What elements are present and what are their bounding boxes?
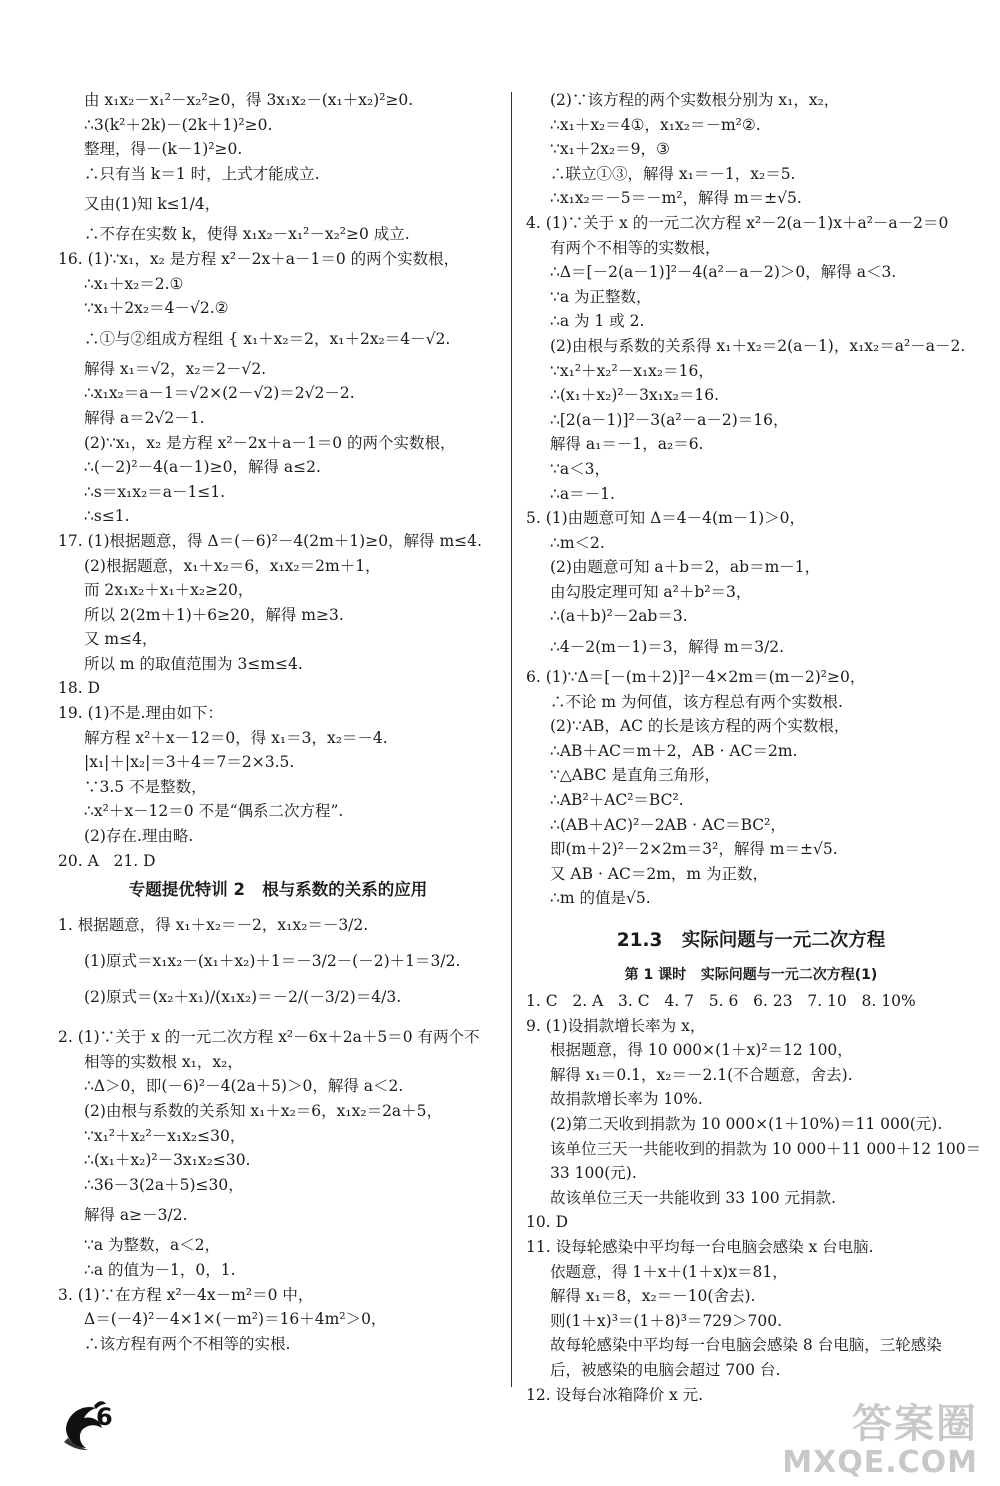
text-line: ∴[2(a－1)]²－3(a²－a－2)＝16， bbox=[550, 410, 789, 429]
text-line: 6. (1)∵Δ＝[－(m＋2)]²－4×2m＝(m－2)²≥0， bbox=[526, 668, 866, 687]
section-heading: 专题提优特训 2 根与系数的关系的应用 bbox=[128, 880, 428, 900]
text-line: 解得 a＝2√2－1. bbox=[84, 408, 205, 427]
text-line: |x₁|＋|x₂|＝3＋4＝7＝2×3.5. bbox=[84, 753, 295, 772]
text-line: 20. A 21. D bbox=[58, 851, 156, 870]
text-line: ∴(AB＋AC)²－2AB · AC＝BC²， bbox=[550, 815, 786, 834]
text-line: ∵a＜3， bbox=[550, 459, 610, 478]
text-line: 相等的实数根 x₁，x₂， bbox=[84, 1052, 243, 1071]
text-line: ∴只有当 k＝1 时，上式才能成立. bbox=[84, 164, 320, 183]
text-line: ∵x₁²＋x₂²－x₁x₂≤30， bbox=[84, 1126, 246, 1145]
text-line: 故每轮感染中平均每一台电脑会感染 8 台电脑，三轮感染 bbox=[550, 1336, 942, 1355]
text-line: (2)由根与系数的关系得 x₁＋x₂＝2(a－1)，x₁x₂＝a²－a－2. bbox=[550, 336, 966, 355]
text-line: ∴x₁x₂＝－5＝－m²，解得 m＝±√5. bbox=[550, 189, 802, 208]
column-divider bbox=[511, 92, 512, 1387]
text-line: ∵x₁²＋x₂²－x₁x₂＝16， bbox=[550, 361, 714, 380]
text-line: ∴x²＋x－12＝0 不是“偶系二次方程”. bbox=[84, 802, 344, 821]
text-line: ∵a 为正整数， bbox=[550, 287, 652, 306]
text-line: 18. D bbox=[58, 679, 101, 698]
text-line: 12. 设每台冰箱降价 x 元. bbox=[526, 1385, 704, 1404]
text-line: 根据题意，得 10 000×(1＋x)²＝12 100， bbox=[550, 1041, 853, 1060]
text-line: ∴AB²＋AC²＝BC². bbox=[550, 791, 684, 810]
text-line: 解得 x₁＝√2，x₂＝2－√2. bbox=[84, 359, 267, 378]
text-line: 3. (1)∵在方程 x²－4x－m²＝0 中， bbox=[58, 1285, 314, 1304]
text-line: 依题意，得 1＋x＋(1＋x)x＝81， bbox=[550, 1262, 788, 1281]
text-line: 解得 x₁＝8，x₂＝－10(舍去). bbox=[550, 1287, 756, 1306]
text-line: (2)∵AB，AC 的长是该方程的两个实数根， bbox=[550, 717, 850, 736]
text-line: ∴m 的值是√5. bbox=[550, 889, 651, 908]
text-line: ∴36－3(2a＋5)≤30， bbox=[84, 1175, 244, 1194]
text-line: 有两个不相等的实数根， bbox=[550, 238, 721, 257]
text-line: ∴s＝x₁x₂＝a－1≤1. bbox=[84, 482, 226, 501]
text-line: ∴(－2)²－4(a－1)≥0，解得 a≤2. bbox=[84, 458, 321, 477]
text-line: 该单位三天一共能收到的捐款为 10 000＋11 000＋12 100＝ bbox=[550, 1139, 982, 1158]
text-line: 10. D bbox=[526, 1213, 569, 1232]
text-line: (2)根据题意，x₁＋x₂＝6，x₁x₂＝2m＋1， bbox=[84, 556, 381, 575]
right-column bbox=[526, 88, 982, 1407]
text-line: (2)由根与系数的关系知 x₁＋x₂＝6，x₁x₂＝2a＋5， bbox=[84, 1102, 443, 1120]
text-line: ∴a 的值为－1，0，1. bbox=[84, 1260, 236, 1279]
text-line: ∴x₁＋x₂＝2.① bbox=[84, 274, 184, 293]
text-line: 解得 x₁＝0.1，x₂＝－2.1(不合题意，舍去). bbox=[550, 1065, 853, 1084]
text-line: ∴(x₁＋x₂)²－3x₁x₂＝16. bbox=[550, 386, 720, 405]
text-line: ∵a 为整数，a＜2， bbox=[84, 1236, 221, 1255]
text-line: ∵x₁＋2x₂＝9，③ bbox=[550, 140, 670, 159]
text-line: 5. (1)由题意可知 Δ＝4－4(m－1)＞0， bbox=[526, 509, 806, 528]
text-line: ∴①与②组成方程组 { x₁＋x₂＝2，x₁＋2x₂＝4－√2. bbox=[84, 329, 451, 348]
text-line: 9. (1)设捐款增长率为 x， bbox=[526, 1016, 706, 1035]
text-line: ∴x₁x₂＝a－1＝√2×(2－√2)＝2√2－2. bbox=[84, 384, 355, 403]
text-line: 1. C 2. A 3. C 4. 7 5. 6 6. 23 7. 10 8. 10% bbox=[526, 992, 916, 1010]
text-line: ∵△ABC 是直角三角形， bbox=[550, 766, 720, 785]
text-line: 11. 设每轮感染中平均每一台电脑会感染 x 台电脑. bbox=[526, 1237, 874, 1256]
text-line: ∴m＜2. bbox=[550, 533, 605, 552]
text-line: ∴不存在实数 k，使得 x₁x₂－x₁²－x₂²≥0 成立. bbox=[84, 225, 410, 244]
section-heading: 第 1 课时 实际问题与一元二次方程(1) bbox=[624, 967, 878, 983]
text-line: 17. (1)根据题意，得 Δ＝(－6)²－4(2m＋1)≥0，解得 m≤4. bbox=[58, 531, 482, 550]
text-line: 33 100(元). bbox=[550, 1164, 637, 1183]
text-line: ∴AB＋AC＝m＋2，AB · AC＝2m. bbox=[550, 741, 798, 760]
text-line: 故该单位三天一共能收到 33 100 元捐款. bbox=[550, 1188, 837, 1207]
text-line: ∴不论 m 为何值，该方程总有两个实数根. bbox=[550, 692, 843, 711]
text-line: (2)原式＝(x₂＋x₁)/(x₁x₂)＝－2/(－3/2)＝4/3. bbox=[84, 988, 402, 1007]
text-line: 又 AB · AC＝2m，m 为正数， bbox=[550, 864, 769, 883]
text-line: ∴4－2(m－1)＝3，解得 m＝3/2. bbox=[550, 638, 785, 657]
page-number: 6 bbox=[96, 1403, 113, 1431]
text-line: ∴该方程有两个不相等的实根. bbox=[84, 1334, 291, 1353]
text-line: 16. (1)∵x₁，x₂ 是方程 x²－2x＋a－1＝0 的两个实数根， bbox=[58, 249, 460, 268]
text-line: 所以 2(2m＋1)＋6≥20，解得 m≥3. bbox=[84, 605, 344, 624]
text-line: (2)由题意可知 a＋b＝2，ab＝m－1， bbox=[550, 558, 821, 577]
section-heading: 21.3 实际问题与一元二次方程 bbox=[616, 930, 886, 951]
text-line: 19. (1)不是.理由如下： bbox=[58, 704, 223, 723]
text-line: 4. (1)∵关于 x 的一元二次方程 x²－2(a－1)x＋a²－a－2＝0 bbox=[526, 213, 949, 232]
text-line: (2)存在.理由略. bbox=[84, 827, 194, 846]
text-line: ∴3(k²＋2k)－(2k＋1)²≥0. bbox=[84, 115, 273, 134]
text-line: 解得 a≥－3/2. bbox=[84, 1206, 188, 1225]
text-line: (2)∵x₁，x₂ 是方程 x²－2x＋a－1＝0 的两个实数根， bbox=[84, 433, 456, 452]
text-line: ∴s≤1. bbox=[84, 507, 130, 526]
watermark-url: MXQE.COM bbox=[782, 1445, 978, 1480]
text-line: 后，被感染的电脑会超过 700 台. bbox=[550, 1360, 781, 1379]
text-line: (2)第二天收到捐款为 10 000×(1＋10%)＝11 000(元). bbox=[550, 1114, 943, 1133]
text-line: 又由(1)知 k≤1/4， bbox=[84, 195, 221, 214]
text-line: ∵x₁＋2x₂＝4－√2.② bbox=[84, 299, 229, 318]
text-line: ∴(x₁＋x₂)²－3x₁x₂≤30. bbox=[84, 1151, 251, 1170]
left-column bbox=[58, 88, 498, 1356]
text-line: 而 2x₁x₂＋x₁＋x₂≥20， bbox=[84, 581, 254, 600]
text-line: 由 x₁x₂－x₁²－x₂²≥0，得 3x₁x₂－(x₁＋x₂)²≥0. bbox=[84, 91, 414, 109]
text-line: ∴x₁＋x₂＝4①，x₁x₂＝－m²②. bbox=[550, 115, 761, 134]
text-line: 1. 根据题意，得 x₁＋x₂＝－2，x₁x₂＝－3/2. bbox=[58, 916, 369, 935]
text-line: 解方程 x²＋x－12＝0，得 x₁＝3，x₂＝－4. bbox=[84, 728, 388, 747]
text-line: 由勾股定理可知 a²＋b²＝3， bbox=[550, 582, 752, 601]
text-line: ∴联立①③，解得 x₁＝－1，x₂＝5. bbox=[550, 164, 796, 183]
watermark bbox=[782, 1401, 978, 1480]
text-line: (1)原式＝x₁x₂－(x₁＋x₂)＋1＝－3/2－(－2)＋1＝3/2. bbox=[84, 952, 461, 971]
text-line bbox=[58, 1015, 498, 1025]
text-line: ∵3.5 不是整数， bbox=[84, 777, 207, 796]
text-line: 则(1＋x)³＝(1＋8)³＝729＞700. bbox=[550, 1311, 783, 1330]
text-line: ∴a 为 1 或 2. bbox=[550, 312, 645, 331]
text-line: 2. (1)∵关于 x 的一元二次方程 x²－6x＋2a＋5＝0 有两个不 bbox=[58, 1028, 480, 1047]
text-line: 又 m≤4， bbox=[84, 630, 158, 649]
text-line: 解得 a₁＝－1，a₂＝6. bbox=[550, 435, 704, 454]
watermark-text: 答案圈 bbox=[852, 1401, 978, 1447]
text-line: ∴a＝－1. bbox=[550, 484, 615, 503]
text-line: 整理，得－(k－1)²≥0. bbox=[84, 140, 243, 159]
text-line: 所以 m 的取值范围为 3≤m≤4. bbox=[84, 654, 303, 673]
text-line: 即(m＋2)²－2×2m＝3²，解得 m＝±√5. bbox=[550, 840, 838, 859]
text-line: ∴Δ＝[－2(a－1)]²－4(a²－a－2)＞0，解得 a＜3. bbox=[550, 263, 897, 282]
text-line: ∴(a＋b)²－2ab＝3. bbox=[550, 607, 688, 626]
text-line: (2)∵该方程的两个实数根分别为 x₁，x₂， bbox=[550, 91, 840, 109]
text-line: 故捐款增长率为 10%. bbox=[550, 1090, 703, 1109]
text-line: ∴Δ＞0，即(－6)²－4(2a＋5)＞0，解得 a＜2. bbox=[84, 1077, 404, 1096]
text-line: Δ＝(－4)²－4×1×(－m²)＝16＋4m²＞0， bbox=[84, 1310, 387, 1329]
